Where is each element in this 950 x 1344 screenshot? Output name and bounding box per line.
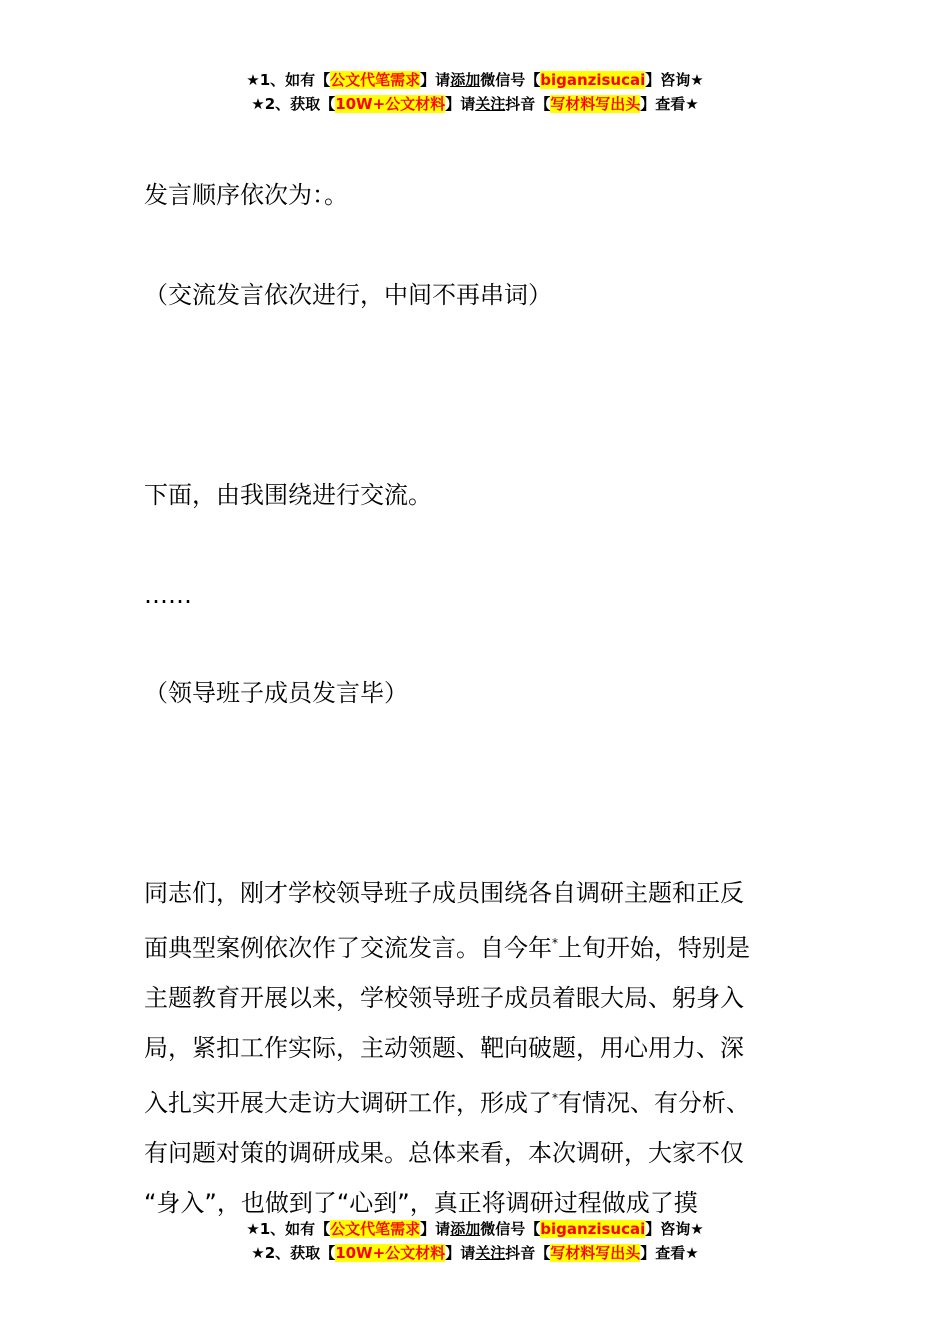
body-line-2-a: 面典型案例依次作了交流发言。自今年 [144,934,552,962]
body-line-4: 局，紧扣工作实际，主动领题、靶向破题，用心用力、深 [144,1034,744,1062]
body-line-5-a: 入扎实开展大走访大调研工作，形成了 [144,1089,552,1117]
body-line-2 [144,918,809,973]
body-line-7: “身入”，也做到了“心到”，真正将调研过程做成了摸 [144,1189,698,1217]
footer-emphasis-follow: 关注 [475,1244,506,1262]
header-line-2-mid2: 抖音【 [505,95,551,113]
footer-line-2-mid: 】请 [445,1244,476,1262]
footer-banner [0,1217,950,1265]
paragraph-speaking-order: 发言顺序依次为：。 [144,181,348,209]
header-highlight-service: 公文代笔需求 [330,71,421,89]
footer-line-2-prefix: ★2、获取【 [251,1244,336,1262]
header-highlight-materials: 10W+公文材料 [335,95,446,113]
body-line-5 [144,1073,809,1128]
footer-emphasis-add: 添加 [450,1220,481,1238]
body-line-5-mark: * [552,1091,558,1105]
header-line-1-suffix: 】咨询★ [645,71,704,89]
footer-highlight-service: 公文代笔需求 [330,1220,421,1238]
footer-line-1-mid: 】请 [420,1220,451,1238]
paragraph-note-finished: （领导班子成员发言毕） [144,679,408,707]
body-line-3: 主题教育开展以来，学校领导班子成员着眼大局、躬身入 [144,984,744,1012]
header-highlight-wechat-id: biganzisucai [540,71,646,89]
header-line-1-mid2: 微信号【 [480,71,541,89]
paragraph-ellipsis: …… [144,581,192,609]
header-emphasis-follow: 关注 [475,95,506,113]
footer-highlight-materials: 10W+公文材料 [335,1244,446,1262]
body-line-6: 有问题对策的调研成果。总体来看，本次调研，大家不仅 [144,1139,744,1167]
footer-highlight-douyin-id: 写材料写出头 [550,1244,641,1262]
header-emphasis-add: 添加 [450,71,481,89]
header-banner [0,68,950,116]
body-line-1: 同志们，刚才学校领导班子成员围绕各自调研主题和正反 [144,879,744,907]
header-line-2 [0,92,950,116]
footer-highlight-wechat-id: biganzisucai [540,1220,646,1238]
body-line-5-b: 有情况、有分析、 [558,1089,750,1117]
body-line-2-mark: * [552,936,558,950]
footer-line-1-prefix: ★1、如有【 [246,1220,331,1238]
header-line-2-prefix: ★2、获取【 [251,95,336,113]
header-line-2-mid: 】请 [445,95,476,113]
header-line-1-mid: 】请 [420,71,451,89]
footer-line-2 [0,1241,950,1265]
paragraph-my-exchange: 下面，由我围绕进行交流。 [144,481,432,509]
footer-line-1-mid2: 微信号【 [480,1220,541,1238]
header-line-1 [0,68,950,92]
body-line-2-b: 上旬开始，特别是 [558,934,750,962]
paragraph-note-exchange: （交流发言依次进行，中间不再串词） [144,281,552,309]
header-line-2-suffix: 】查看★ [640,95,699,113]
header-highlight-douyin-id: 写材料写出头 [550,95,641,113]
footer-line-2-mid2: 抖音【 [505,1244,551,1262]
header-line-1-prefix: ★1、如有【 [246,71,331,89]
footer-line-1-suffix: 】咨询★ [645,1220,704,1238]
body-paragraph [144,868,809,1228]
footer-line-1 [0,1217,950,1241]
footer-line-2-suffix: 】查看★ [640,1244,699,1262]
